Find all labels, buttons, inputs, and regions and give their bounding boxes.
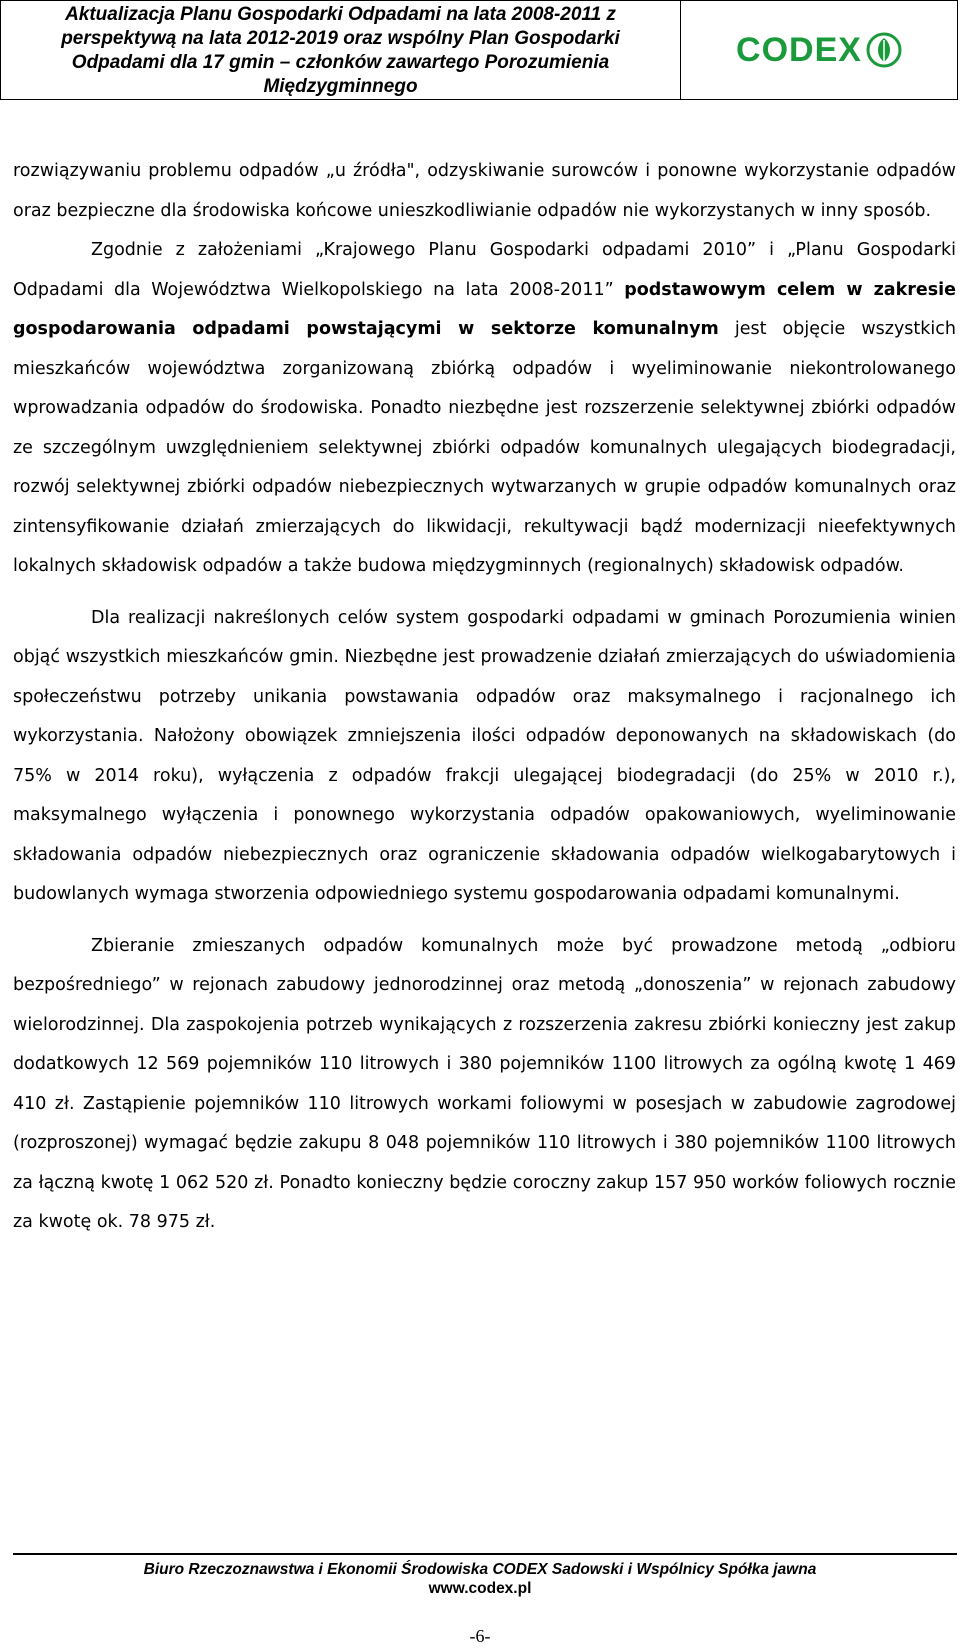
paragraph bbox=[13, 231, 956, 587]
codex-logo bbox=[681, 1, 957, 99]
document-title bbox=[1, 1, 681, 99]
footer-url[interactable]: www.codex.pl bbox=[428, 1580, 532, 1597]
title-line: Międzygminnego bbox=[263, 76, 418, 97]
document-body bbox=[13, 152, 956, 1243]
paragraph: rozwiązywaniu problemu odpadów „u źródła", odzyskiwanie surowców i ponowne wykorzystanie odpadów oraz bezpieczne dla środowiska końcowe unieszkodliwianie odpadów nie wykorzystanych w inny sposób. bbox=[13, 161, 956, 221]
title-line: Aktualizacja Planu Gospodarki Odpadami na lata 2008-2011 z bbox=[65, 4, 616, 25]
paragraph-text: jest objęcie wszystkich mieszkańców województwa zorganizowaną zbiórką odpadów i wyeliminowanie niekontrolowanego wprowadzania odpadów do środowiska. Ponadto niezbędne jest rozszerzenie selektywnej zbiórki odpadów ze szczególnym uwzględnieniem selektywnej zbiórki odpadów komunalnych ulegających biodegradacji, rozwój selektywnej zbiórki odpadów niebezpiecznych wytwarzanych w grupie odpadów komunalnych oraz zintensyfikowanie działań zmierzających do likwidacji, rekultywacji bądź modernizacji nieefektywnych lokalnych składowisk odpadów a także budowa międzygminnych (regionalnych) składowisk odpadów. bbox=[13, 319, 956, 576]
page-footer bbox=[0, 1560, 960, 1598]
footer-company: Biuro Rzeczoznawstwa i Ekonomii Środowiska CODEX Sadowski i Wspólnicy Spółka jawna bbox=[143, 1561, 817, 1578]
leaf-icon bbox=[866, 32, 902, 68]
logo-text: CODEX bbox=[736, 30, 862, 69]
paragraph: Dla realizacji nakreślonych celów system gospodarki odpadami w gminach Porozumienia winien objąć wszystkich mieszkańców gmin. Niezbędne jest prowadzenie działań zmierzających do uświadomienia społeczeństwu potrzeby unikania powstawania odpadów oraz maksymalnego i racjonalnego ich wykorzystania. Nałożony obowiązek zmniejszenia ilości odpadów deponowanych na składowiskach (do 75% w 2014 roku), wyłączenia z odpadów frakcji ulegającej biodegradacji (do 25% w 2010 r.), maksymalnego wyłączenia i ponownego wykorzystania odpadów opakowaniowych, wyeliminowanie składowania odpadów niebezpiecznych oraz ograniczenie składowania odpadów wielkogabarytowych i budowlanych wymaga stworzenia odpowiedniego systemu gospodarowania odpadami komunalnymi. bbox=[13, 607, 956, 904]
page-number: -6- bbox=[469, 1626, 491, 1646]
title-line: perspektywą na lata 2012-2019 oraz wspólny Plan Gospodarki bbox=[61, 28, 620, 49]
title-line: Odpadami dla 17 gmin – członków zawartego Porozumienia bbox=[71, 52, 610, 73]
paragraph-text: Zgodnie z założeniami „Krajowego Planu Gospodarki odpadami 2010” i „Planu Gospodarki Odpadami dla Województwa Wielkopolskiego na lata 2008-2011” bbox=[13, 240, 956, 300]
paragraph: Zbieranie zmieszanych odpadów komunalnych może być prowadzone metodą „odbioru bezpośredniego” w rejonach zabudowy jednorodzinnej oraz metodą „donoszenia” w rejonach zabudowy wielorodzinnej. Dla zaspokojenia potrzeb wynikających z rozszerzenia zakresu zbiórki konieczny jest zakup dodatkowych 12 569 pojemników 110 litrowych i 380 pojemników 1100 litrowych za ogólną kwotę 1 469 410 zł. Zastąpienie pojemników 110 litrowych workami foliowymi w posesjach w zabudowie zagrodowej (rozproszonej) wymagać będzie zakupu 8 048 pojemników 110 litrowych i 380 pojemników 1100 litrowych za łączną kwotę 1 062 520 zł. Ponadto konieczny będzie coroczny zakup 157 950 worków foliowych rocznie za kwotę ok. 78 975 zł. bbox=[13, 935, 956, 1232]
emphasis-text: podstawowym celem w zakresie gospodarowania odpadami powstającymi w sektorze komunalnym bbox=[13, 279, 957, 339]
footer-divider bbox=[13, 1553, 957, 1555]
page-header bbox=[0, 0, 958, 100]
